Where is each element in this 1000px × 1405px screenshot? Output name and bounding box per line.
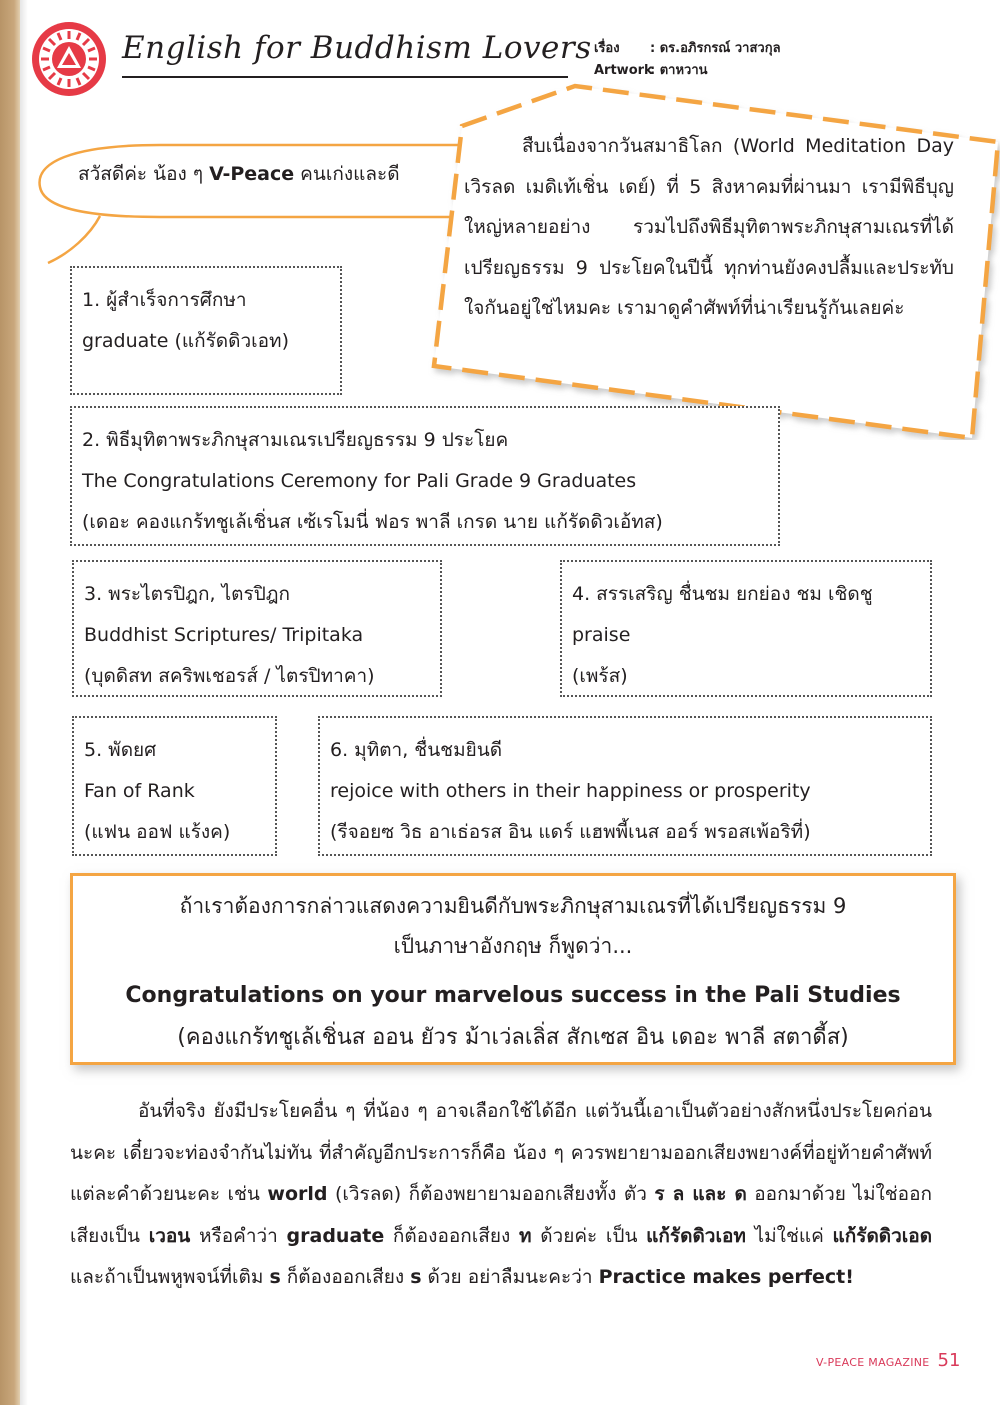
vocab-card-3 bbox=[72, 560, 442, 697]
vocab-thai: 5. พัดยศ bbox=[84, 739, 157, 761]
vocab-card-1 bbox=[70, 266, 342, 395]
closing-paragraph bbox=[70, 1091, 932, 1299]
vocab-thai: 3. พระไตรปิฎก, ไตรปิฎก bbox=[84, 583, 291, 605]
vocab-english: rejoice with others in their happiness or prosperity bbox=[330, 780, 811, 802]
vocab-thai: 1. ผู้สำเร็จการศึกษา bbox=[82, 289, 247, 311]
spine-shadow bbox=[20, 0, 28, 1405]
body-text-segment: และถ้าเป็นพหูพจน์ที่เติม bbox=[70, 1266, 270, 1288]
highlight-english-phrase: Congratulations on your marvelous success in the Pali Studies bbox=[125, 983, 901, 1008]
vocab-pronunciation: (รีจอยซ วิธ อาเธ่อรส อิน แดร์ แฮพพี้เนส ออร์ พรอสเพ้อริที่) bbox=[330, 821, 811, 843]
magazine-name: V-PEACE MAGAZINE bbox=[816, 1356, 930, 1369]
greeting-suffix: คนเก่งและดี bbox=[294, 163, 400, 185]
vocab-english: Buddhist Scriptures/ Tripitaka bbox=[84, 624, 364, 646]
credit-artwork bbox=[594, 60, 781, 82]
body-text-segment: หรือคำว่า bbox=[190, 1224, 287, 1247]
greeting-line bbox=[78, 159, 400, 189]
body-text-segment: ก็ต้องออกเสียง bbox=[384, 1224, 519, 1247]
highlight-intro-line-2: เป็นภาษาอังกฤษ ก็พูดว่า... bbox=[393, 934, 633, 958]
vocab-thai: 2. พิธีมุทิตาพระภิกษุสามเณรเปรียญธรรม 9 ประโยค bbox=[82, 429, 509, 451]
credit-value: : ดร.อภิรกรณ์ วาสวกุล bbox=[650, 41, 781, 56]
vocab-english: Fan of Rank bbox=[84, 780, 195, 802]
page-number: 51 bbox=[937, 1350, 961, 1371]
body-bold-term: ท bbox=[518, 1224, 532, 1247]
greeting-prefix: สวัสดีค่ะ น้อง ๆ bbox=[78, 163, 210, 185]
highlight-intro-line-1: ถ้าเราต้องการกล่าวแสดงความยินดีกับพระภิกษุสามเณรที่ได้เปรียญธรรม 9 bbox=[179, 894, 847, 918]
vocab-pronunciation: (เพร้ส) bbox=[572, 665, 628, 687]
congratulations-highlight-box bbox=[70, 873, 956, 1065]
body-text-segment: ก็ต้องออกเสียง bbox=[280, 1266, 411, 1288]
vocab-card-4 bbox=[560, 560, 932, 697]
body-bold-term: s bbox=[410, 1266, 422, 1288]
body-text-segment: ด้วยค่ะ เป็น bbox=[531, 1224, 647, 1247]
credits bbox=[594, 38, 781, 82]
vocab-pronunciation: (แฟน ออฟ แร้งค) bbox=[84, 821, 231, 843]
vocab-card-6 bbox=[318, 716, 932, 856]
vocab-thai: 6. มุทิตา, ชื่นชมยินดี bbox=[330, 739, 503, 761]
body-bold-term: graduate bbox=[286, 1224, 385, 1247]
vocab-pronunciation: (เดอะ คองแกร้ทชูเล้เชิ่นส เซ้เรโมนี่ ฟอร พาลี เกรด นาย แก้รัดดิวเอ้ทส) bbox=[82, 511, 663, 533]
vocab-thai: 4. สรรเสริญ ชื่นชม ยกย่อง ชม เชิดชู bbox=[572, 583, 873, 605]
body-text-segment: (เวิรลด) ก็ต้องพยายามออกเสียงทั้ง ตัว bbox=[327, 1183, 655, 1205]
page-footer bbox=[816, 1350, 960, 1371]
credit-value: : ตาหวาน bbox=[650, 63, 708, 78]
body-bold-term: Practice makes perfect! bbox=[598, 1266, 854, 1288]
body-text-segment: อันที่จริง ยังมีประโยคอื่น ๆ ที่น้อง ๆ อาจเลือกใช้ได้อีก แต่วันนี้เอาเป็นตัวอย่างสักหนึ่งประโยคก่อนนะคะ เดี๋ยวจะท่องจำกันไม่ทัน ที่สำคัญอีกประการก็คือ น้อง ๆ ควรพยายามออกเสียงพยางค์ที่อยู่ท้ายคำศัพท์แต่ละคำด้วยนะคะ เช่น bbox=[70, 1100, 932, 1205]
credit-label: Artwork bbox=[594, 63, 653, 78]
vocab-pronunciation: (บุดดิสท สคริพเชอรส์ / ไตรปิทาคา) bbox=[84, 665, 375, 687]
body-bold-term: แก้รัดดิวเอด bbox=[832, 1224, 933, 1247]
vocab-english: praise bbox=[572, 624, 631, 646]
body-bold-term: แก้รัดดิวเอท bbox=[646, 1224, 746, 1247]
highlight-pronunciation: (คองแกร้ทชูเล้เชิ่นส ออน ยัวร ม้าเว่ลเลิ่ส สักเซส อิน เดอะ พาลี สตาดี้ส) bbox=[177, 1025, 849, 1050]
vocab-card-5 bbox=[72, 716, 277, 856]
body-bold-term: ร ล และ ด bbox=[654, 1183, 747, 1205]
page-spine bbox=[0, 0, 20, 1405]
body-text-segment: ไม่ใช่แค่ bbox=[745, 1224, 833, 1247]
body-bold-term: s bbox=[269, 1266, 281, 1288]
body-bold-term: เวอน bbox=[148, 1224, 191, 1247]
body-text-segment: ออกมาด้วย ไม่ใช่ออกเสียงเป็น bbox=[70, 1183, 932, 1247]
body-bold-term: world bbox=[267, 1183, 328, 1205]
intro-text: สืบเนื่องจากวันสมาธิโลก (World Meditation Day เวิรลด เมดิเท้เชิ่น เดย์) ที่ 5 สิงหาคมที่ผ่านมา เรามีพิธีบุญใหญ่หลายอย่าง รวมไปถึงพิธีมุทิตาพระภิกษุสามเณรที่ได้เปรียญธรรม 9 ประโยคในปีนี้ ทุกท่านยังคงปลื้มและประทับใจกันอยู่ใช่ไหมคะ เรามาดูคำศัพท์ที่น่าเรียนรู้กันเลยค่ะ bbox=[464, 135, 954, 319]
credit-author bbox=[594, 38, 781, 60]
intro-paragraph bbox=[464, 126, 954, 329]
credit-label: เรื่อง bbox=[594, 41, 620, 56]
greeting-brand: V-Peace bbox=[209, 163, 295, 185]
vocab-card-2 bbox=[70, 406, 780, 546]
page-title: English for Buddhism Lovers bbox=[122, 30, 592, 66]
title-underline bbox=[122, 76, 568, 78]
vocab-english: graduate (แก้รัดดิวเอท) bbox=[82, 330, 289, 352]
body-text-segment: ด้วย อย่าลืมนะคะว่า bbox=[421, 1266, 599, 1288]
vocab-english: The Congratulations Ceremony for Pali Grade 9 Graduates bbox=[82, 470, 637, 492]
